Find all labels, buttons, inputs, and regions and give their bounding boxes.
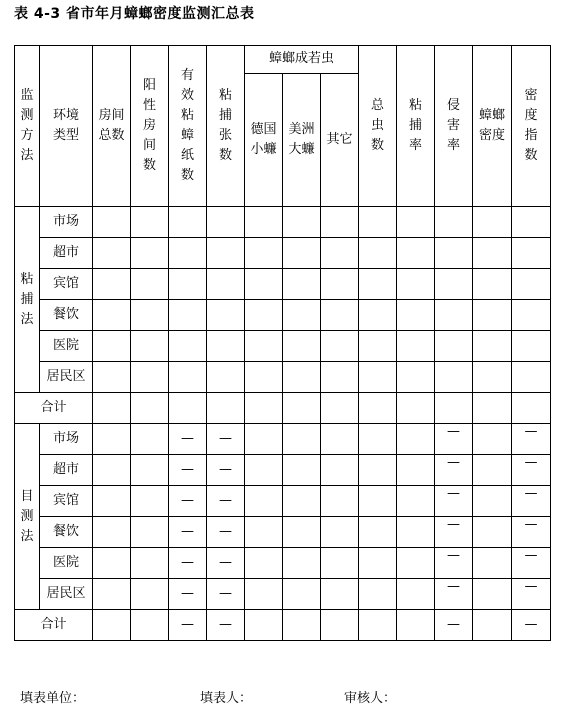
data-cell bbox=[131, 517, 169, 548]
dash-cell: — bbox=[512, 579, 551, 610]
header-german-cockroach: 德国 小蠊 bbox=[245, 74, 283, 207]
header-env-type: 环境 类型 bbox=[40, 46, 93, 207]
data-cell bbox=[169, 331, 207, 362]
dash-cell: — bbox=[435, 455, 473, 486]
header-total-insects: 总 虫 数 bbox=[359, 46, 397, 207]
table-row bbox=[15, 207, 551, 238]
data-cell bbox=[512, 207, 551, 238]
data-cell bbox=[359, 269, 397, 300]
data-cell bbox=[359, 362, 397, 393]
data-cell bbox=[207, 331, 245, 362]
subtotal-row bbox=[15, 393, 551, 424]
data-cell bbox=[93, 238, 131, 269]
data-cell bbox=[131, 207, 169, 238]
data-cell bbox=[245, 579, 283, 610]
data-cell bbox=[93, 424, 131, 455]
data-cell bbox=[512, 269, 551, 300]
data-cell bbox=[359, 393, 397, 424]
data-cell bbox=[512, 331, 551, 362]
env-type-cell: 超市 bbox=[40, 238, 93, 269]
data-cell bbox=[359, 579, 397, 610]
data-cell bbox=[321, 486, 359, 517]
data-cell bbox=[283, 331, 321, 362]
table-row bbox=[15, 269, 551, 300]
data-cell bbox=[169, 300, 207, 331]
dash-cell: — bbox=[169, 455, 207, 486]
dash-cell: — bbox=[207, 424, 245, 455]
header-row-top bbox=[15, 46, 551, 74]
header-sticky-sheets: 粘 捕 张 数 bbox=[207, 46, 245, 207]
data-cell bbox=[131, 548, 169, 579]
data-cell bbox=[283, 207, 321, 238]
data-cell bbox=[397, 517, 435, 548]
data-cell bbox=[473, 579, 512, 610]
data-cell bbox=[245, 517, 283, 548]
data-cell bbox=[359, 455, 397, 486]
dash-cell: — bbox=[169, 517, 207, 548]
dash-cell: — bbox=[169, 579, 207, 610]
env-type-cell: 宾馆 bbox=[40, 269, 93, 300]
data-cell bbox=[397, 455, 435, 486]
data-cell bbox=[359, 300, 397, 331]
data-cell bbox=[131, 579, 169, 610]
data-cell bbox=[512, 300, 551, 331]
table-row bbox=[15, 331, 551, 362]
data-cell bbox=[397, 238, 435, 269]
data-cell bbox=[93, 331, 131, 362]
data-cell bbox=[512, 393, 551, 424]
data-cell bbox=[473, 393, 512, 424]
header-cockroach-density: 蟑螂 密度 bbox=[473, 46, 512, 207]
dash-cell: — bbox=[169, 548, 207, 579]
data-cell bbox=[207, 393, 245, 424]
data-cell bbox=[283, 393, 321, 424]
data-cell bbox=[283, 610, 321, 641]
footer-reviewer-label: 审核人： bbox=[344, 691, 397, 706]
data-cell bbox=[131, 331, 169, 362]
header-density-index: 密 度 指 数 bbox=[512, 46, 551, 207]
data-cell bbox=[435, 269, 473, 300]
env-type-cell: 医院 bbox=[40, 548, 93, 579]
data-cell bbox=[93, 207, 131, 238]
table-row bbox=[15, 362, 551, 393]
data-cell bbox=[131, 455, 169, 486]
data-cell bbox=[93, 455, 131, 486]
data-cell bbox=[93, 579, 131, 610]
subtotal-row bbox=[15, 610, 551, 641]
dash-cell: — bbox=[169, 610, 207, 641]
data-cell bbox=[245, 393, 283, 424]
data-cell bbox=[245, 362, 283, 393]
data-cell bbox=[93, 486, 131, 517]
data-cell bbox=[245, 610, 283, 641]
data-cell bbox=[435, 362, 473, 393]
dash-cell: — bbox=[435, 517, 473, 548]
dash-cell: — bbox=[512, 610, 551, 641]
header-capture-rate: 粘 捕 率 bbox=[397, 46, 435, 207]
data-cell bbox=[283, 517, 321, 548]
data-cell bbox=[473, 300, 512, 331]
data-cell bbox=[397, 486, 435, 517]
data-cell bbox=[93, 362, 131, 393]
dash-cell: — bbox=[435, 548, 473, 579]
table-row bbox=[15, 548, 551, 579]
header-cockroach-group: 蟑螂成若虫 bbox=[245, 46, 359, 74]
data-cell bbox=[321, 269, 359, 300]
data-cell bbox=[321, 610, 359, 641]
env-type-cell: 餐饮 bbox=[40, 517, 93, 548]
data-cell bbox=[169, 238, 207, 269]
table-row bbox=[15, 486, 551, 517]
data-cell bbox=[397, 300, 435, 331]
table-row bbox=[15, 300, 551, 331]
data-cell bbox=[207, 269, 245, 300]
dash-cell: — bbox=[169, 424, 207, 455]
data-cell bbox=[512, 238, 551, 269]
data-cell bbox=[245, 331, 283, 362]
data-cell bbox=[397, 579, 435, 610]
data-cell bbox=[473, 610, 512, 641]
dash-cell: — bbox=[512, 486, 551, 517]
data-cell bbox=[245, 455, 283, 486]
data-cell bbox=[321, 424, 359, 455]
header-american-cockroach: 美洲 大蠊 bbox=[283, 74, 321, 207]
method-cell: 目 测 法 bbox=[15, 424, 40, 610]
data-cell bbox=[283, 486, 321, 517]
data-cell bbox=[245, 238, 283, 269]
data-cell bbox=[397, 207, 435, 238]
data-cell bbox=[283, 300, 321, 331]
data-cell bbox=[131, 610, 169, 641]
survey-summary-table bbox=[14, 45, 551, 641]
data-cell bbox=[397, 424, 435, 455]
data-cell bbox=[359, 517, 397, 548]
data-cell bbox=[283, 579, 321, 610]
dash-cell: — bbox=[435, 579, 473, 610]
footer-unit-label: 填表单位： bbox=[20, 691, 86, 706]
data-cell bbox=[321, 207, 359, 238]
data-cell bbox=[169, 207, 207, 238]
data-cell bbox=[131, 393, 169, 424]
data-cell bbox=[283, 424, 321, 455]
dash-cell: — bbox=[512, 455, 551, 486]
data-cell bbox=[473, 269, 512, 300]
env-type-cell: 市场 bbox=[40, 424, 93, 455]
data-cell bbox=[169, 362, 207, 393]
data-cell bbox=[207, 207, 245, 238]
header-positive-rooms: 阳 性 房 间 数 bbox=[131, 46, 169, 207]
data-cell bbox=[321, 517, 359, 548]
env-type-cell: 市场 bbox=[40, 207, 93, 238]
data-cell bbox=[397, 393, 435, 424]
data-cell bbox=[207, 238, 245, 269]
data-cell bbox=[397, 610, 435, 641]
data-cell bbox=[321, 455, 359, 486]
dash-cell: — bbox=[207, 610, 245, 641]
header-room-total: 房间 总数 bbox=[93, 46, 131, 207]
table-row bbox=[15, 238, 551, 269]
data-cell bbox=[131, 362, 169, 393]
data-cell bbox=[207, 362, 245, 393]
data-cell bbox=[283, 238, 321, 269]
data-cell bbox=[93, 300, 131, 331]
dash-cell: — bbox=[512, 424, 551, 455]
data-cell bbox=[359, 610, 397, 641]
data-cell bbox=[359, 331, 397, 362]
header-other: 其它 bbox=[321, 74, 359, 207]
data-cell bbox=[131, 486, 169, 517]
data-cell bbox=[245, 486, 283, 517]
header-valid-sticky-papers: 有 效 粘 蟑 纸 数 bbox=[169, 46, 207, 207]
table-row bbox=[15, 455, 551, 486]
env-type-cell: 居民区 bbox=[40, 579, 93, 610]
data-cell bbox=[435, 393, 473, 424]
data-cell bbox=[245, 269, 283, 300]
data-cell bbox=[283, 269, 321, 300]
dash-cell: — bbox=[207, 517, 245, 548]
data-cell bbox=[321, 331, 359, 362]
data-cell bbox=[397, 362, 435, 393]
data-cell bbox=[435, 207, 473, 238]
data-cell bbox=[131, 269, 169, 300]
data-cell bbox=[93, 393, 131, 424]
data-cell bbox=[359, 548, 397, 579]
data-cell bbox=[473, 486, 512, 517]
header-infestation-rate: 侵 害 率 bbox=[435, 46, 473, 207]
env-type-cell: 超市 bbox=[40, 455, 93, 486]
data-cell bbox=[397, 269, 435, 300]
data-cell bbox=[93, 548, 131, 579]
data-cell bbox=[435, 331, 473, 362]
env-type-cell: 居民区 bbox=[40, 362, 93, 393]
data-cell bbox=[359, 238, 397, 269]
table-row bbox=[15, 424, 551, 455]
env-type-cell: 餐饮 bbox=[40, 300, 93, 331]
data-cell bbox=[359, 424, 397, 455]
data-cell bbox=[93, 610, 131, 641]
data-cell bbox=[321, 362, 359, 393]
table-row bbox=[15, 579, 551, 610]
data-cell bbox=[245, 207, 283, 238]
data-cell bbox=[245, 548, 283, 579]
dash-cell: — bbox=[435, 486, 473, 517]
data-cell bbox=[359, 486, 397, 517]
data-cell bbox=[321, 548, 359, 579]
dash-cell: — bbox=[207, 486, 245, 517]
env-type-cell: 医院 bbox=[40, 331, 93, 362]
data-cell bbox=[397, 548, 435, 579]
data-cell bbox=[93, 269, 131, 300]
data-cell bbox=[397, 331, 435, 362]
data-cell bbox=[131, 300, 169, 331]
table-row bbox=[15, 517, 551, 548]
data-cell bbox=[512, 362, 551, 393]
data-cell bbox=[473, 424, 512, 455]
data-cell bbox=[321, 393, 359, 424]
data-cell bbox=[283, 455, 321, 486]
table-title: 表 4-3 省市年月蟑螂密度监测汇总表 bbox=[14, 6, 255, 22]
dash-cell: — bbox=[207, 455, 245, 486]
header-method: 监 测 方 法 bbox=[15, 46, 40, 207]
data-cell bbox=[321, 579, 359, 610]
data-cell bbox=[245, 424, 283, 455]
data-cell bbox=[207, 300, 245, 331]
dash-cell: — bbox=[169, 486, 207, 517]
data-cell bbox=[473, 548, 512, 579]
data-cell bbox=[435, 238, 473, 269]
subtotal-label: 合计 bbox=[15, 393, 93, 424]
dash-cell: — bbox=[512, 517, 551, 548]
data-cell bbox=[473, 331, 512, 362]
data-cell bbox=[131, 238, 169, 269]
data-cell bbox=[473, 207, 512, 238]
dash-cell: — bbox=[435, 610, 473, 641]
data-cell bbox=[283, 548, 321, 579]
data-cell bbox=[321, 238, 359, 269]
data-cell bbox=[93, 517, 131, 548]
dash-cell: — bbox=[435, 424, 473, 455]
data-cell bbox=[321, 300, 359, 331]
subtotal-label: 合计 bbox=[15, 610, 93, 641]
env-type-cell: 宾馆 bbox=[40, 486, 93, 517]
data-cell bbox=[169, 269, 207, 300]
data-cell bbox=[283, 362, 321, 393]
data-cell bbox=[245, 300, 283, 331]
footer-filler-label: 填表人： bbox=[200, 691, 253, 706]
dash-cell: — bbox=[207, 548, 245, 579]
dash-cell: — bbox=[512, 548, 551, 579]
data-cell bbox=[131, 424, 169, 455]
data-cell bbox=[359, 207, 397, 238]
data-cell bbox=[473, 517, 512, 548]
data-cell bbox=[473, 362, 512, 393]
dash-cell: — bbox=[207, 579, 245, 610]
data-cell bbox=[473, 238, 512, 269]
method-cell: 粘 捕 法 bbox=[15, 207, 40, 393]
data-cell bbox=[169, 393, 207, 424]
data-cell bbox=[435, 300, 473, 331]
data-cell bbox=[473, 455, 512, 486]
